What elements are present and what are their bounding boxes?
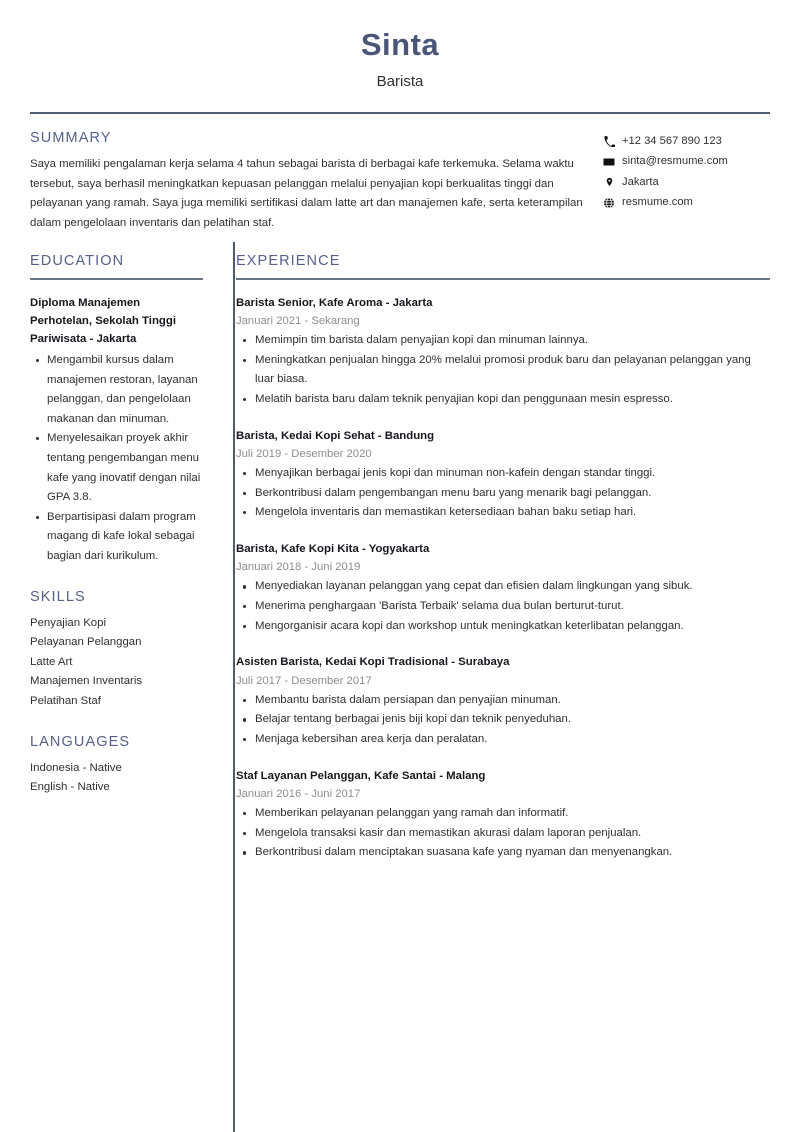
job-bullets — [236, 691, 770, 750]
summary-section — [30, 130, 590, 233]
contact-value-email: sinta@resmume.com — [622, 155, 728, 168]
column-divider — [233, 242, 235, 1132]
contact-value-location: Jakarta — [622, 175, 659, 188]
left-column — [30, 253, 218, 798]
job-title: Staf Layanan Pelanggan, Kafe Santai - Malang — [236, 769, 486, 782]
experience-entry — [236, 540, 770, 636]
job-date: Juli 2019 - Desember 2020 — [236, 447, 372, 460]
list-item: Menyajikan berbagai jenis kopi dan minuman non-kafein dengan standar tinggi. — [255, 464, 770, 484]
education-bullets — [30, 351, 203, 567]
job-title: Barista Senior, Kafe Aroma - Jakarta — [236, 296, 433, 309]
list-item: Penyajian Kopi — [30, 616, 106, 629]
phone-icon — [602, 136, 616, 147]
summary-text: Saya memiliki pengalaman kerja selama 4 tahun sebagai barista di berbagai kafe terkemuka. Selama waktu tersebut, saya berhasil meningkatkan kepuasan pelanggan melalui penyajian kopi berkualitas tinggi dan pelayanan yang ramah. Saya juga memiliki sertifikasi dalam latte art dan manajemen kafe, serta keterampilan dalam pengelolaan inventaris dan pelatihan staf. — [30, 158, 583, 229]
skills-heading: SKILLS — [30, 588, 86, 605]
languages-heading: LANGUAGES — [30, 733, 131, 750]
list-item: Mengelola inventaris dan memastikan ketersediaan bahan baku setiap hari. — [255, 503, 770, 523]
list-item: English - Native — [30, 781, 110, 794]
list-item: Memimpin tim barista dalam penyajian kopi dan minuman lainnya. — [255, 331, 770, 351]
list-item: Berpartisipasi dalam program magang di kafe lokal sebagai bagian dari kurikulum. — [47, 508, 203, 567]
right-column — [218, 253, 770, 863]
list-item: Manajemen Inventaris — [30, 675, 143, 688]
job-bullets — [236, 464, 770, 523]
contact-value-website: resmume.com — [622, 196, 693, 209]
contact-value-phone: +12 34 567 890 123 — [622, 135, 722, 148]
email-icon — [602, 156, 616, 168]
job-bullets — [236, 804, 770, 863]
contact-item-phone — [602, 133, 728, 150]
spacer — [30, 712, 203, 734]
job-title: Barista, Kedai Kopi Sehat - Bandung — [236, 429, 435, 442]
list-item: Menyediakan layanan pelanggan yang cepat dan efisien dalam lingkungan yang sibuk. — [255, 577, 770, 597]
list-item: Menjaga kebersihan area kerja dan peralatan. — [255, 730, 770, 750]
list-item: Belajar tentang berbagai jenis biji kopi dan teknik penyeduhan. — [255, 710, 770, 730]
summary-contact-row — [0, 114, 800, 233]
list-item: Mengambil kursus dalam manajemen restoran, layanan pelanggan, dan pengelolaan makanan dan minuman. — [47, 351, 203, 429]
list-item: Melatih barista baru dalam teknik penyajian kopi dan penggunaan mesin espresso. — [255, 390, 770, 410]
job-date: Januari 2021 - Sekarang — [236, 314, 360, 327]
list-item: Pelatihan Staf — [30, 695, 101, 708]
spacer — [30, 567, 203, 589]
list-item: Pelayanan Pelanggan — [30, 636, 142, 649]
languages-section — [30, 734, 203, 798]
list-item: Latte Art — [30, 655, 73, 668]
list-item: Memberikan pelayanan pelanggan yang ramah dan informatif. — [255, 804, 770, 824]
experience-divider — [236, 278, 770, 280]
job-title: Barista, Kafe Kopi Kita - Yogyakarta — [236, 542, 430, 555]
contact-item-email — [602, 153, 728, 170]
education-degree: Diploma Manajemen Perhotelan, Sekolah Tinggi Pariwisata - Jakarta — [30, 296, 176, 346]
candidate-job-title: Barista — [376, 73, 424, 91]
job-date: Januari 2018 - Juni 2019 — [236, 561, 361, 574]
list-item: Mengorganisir acara kopi dan workshop untuk meningkatkan keterlibatan pelanggan. — [255, 617, 770, 637]
candidate-name: Sinta — [360, 27, 440, 62]
job-bullets — [236, 331, 770, 409]
list-item: Indonesia - Native — [30, 761, 122, 774]
education-heading: EDUCATION — [30, 252, 125, 269]
list-item: Menerima penghargaan 'Barista Terbaik' selama dua bulan berturut-turut. — [255, 597, 770, 617]
skills-section — [30, 589, 203, 712]
job-title: Asisten Barista, Kedai Kopi Tradisional - Surabaya — [236, 656, 510, 669]
job-date: Januari 2016 - Juni 2017 — [236, 787, 361, 800]
education-divider — [30, 278, 203, 280]
experience-entry — [236, 294, 770, 410]
experience-entry — [236, 767, 770, 863]
location-pin-icon — [602, 176, 616, 188]
list-item: Menyelesaikan proyek akhir tentang pengembangan menu kafe yang inovatif dengan nilai GPA 3.8. — [47, 429, 203, 507]
list-item: Mengelola transaksi kasir dan memastikan akurasi dalam laporan penjualan. — [255, 824, 770, 844]
resume-header — [0, 0, 800, 91]
list-item: Berkontribusi dalam menciptakan suasana kafe yang nyaman dan menyenangkan. — [255, 843, 770, 863]
list-item: Berkontribusi dalam pengembangan menu baru yang menarik bagi pelanggan. — [255, 484, 770, 504]
experience-entry — [236, 427, 770, 523]
contact-list — [602, 130, 728, 214]
experience-heading: EXPERIENCE — [236, 252, 341, 269]
job-date: Juli 2017 - Desember 2017 — [236, 674, 372, 687]
globe-icon — [602, 197, 616, 209]
contact-item-location — [602, 174, 728, 191]
resume-body — [0, 253, 800, 863]
list-item: Meningkatkan penjualan hingga 20% melalui promosi produk baru dan pelayanan pelanggan yang luar biasa. — [255, 351, 770, 390]
summary-heading: SUMMARY — [30, 130, 112, 147]
list-item: Membantu barista dalam persiapan dan penyajian minuman. — [255, 691, 770, 711]
job-bullets — [236, 577, 770, 636]
contact-item-website — [602, 194, 728, 211]
experience-entry — [236, 653, 770, 749]
education-section — [30, 253, 203, 567]
